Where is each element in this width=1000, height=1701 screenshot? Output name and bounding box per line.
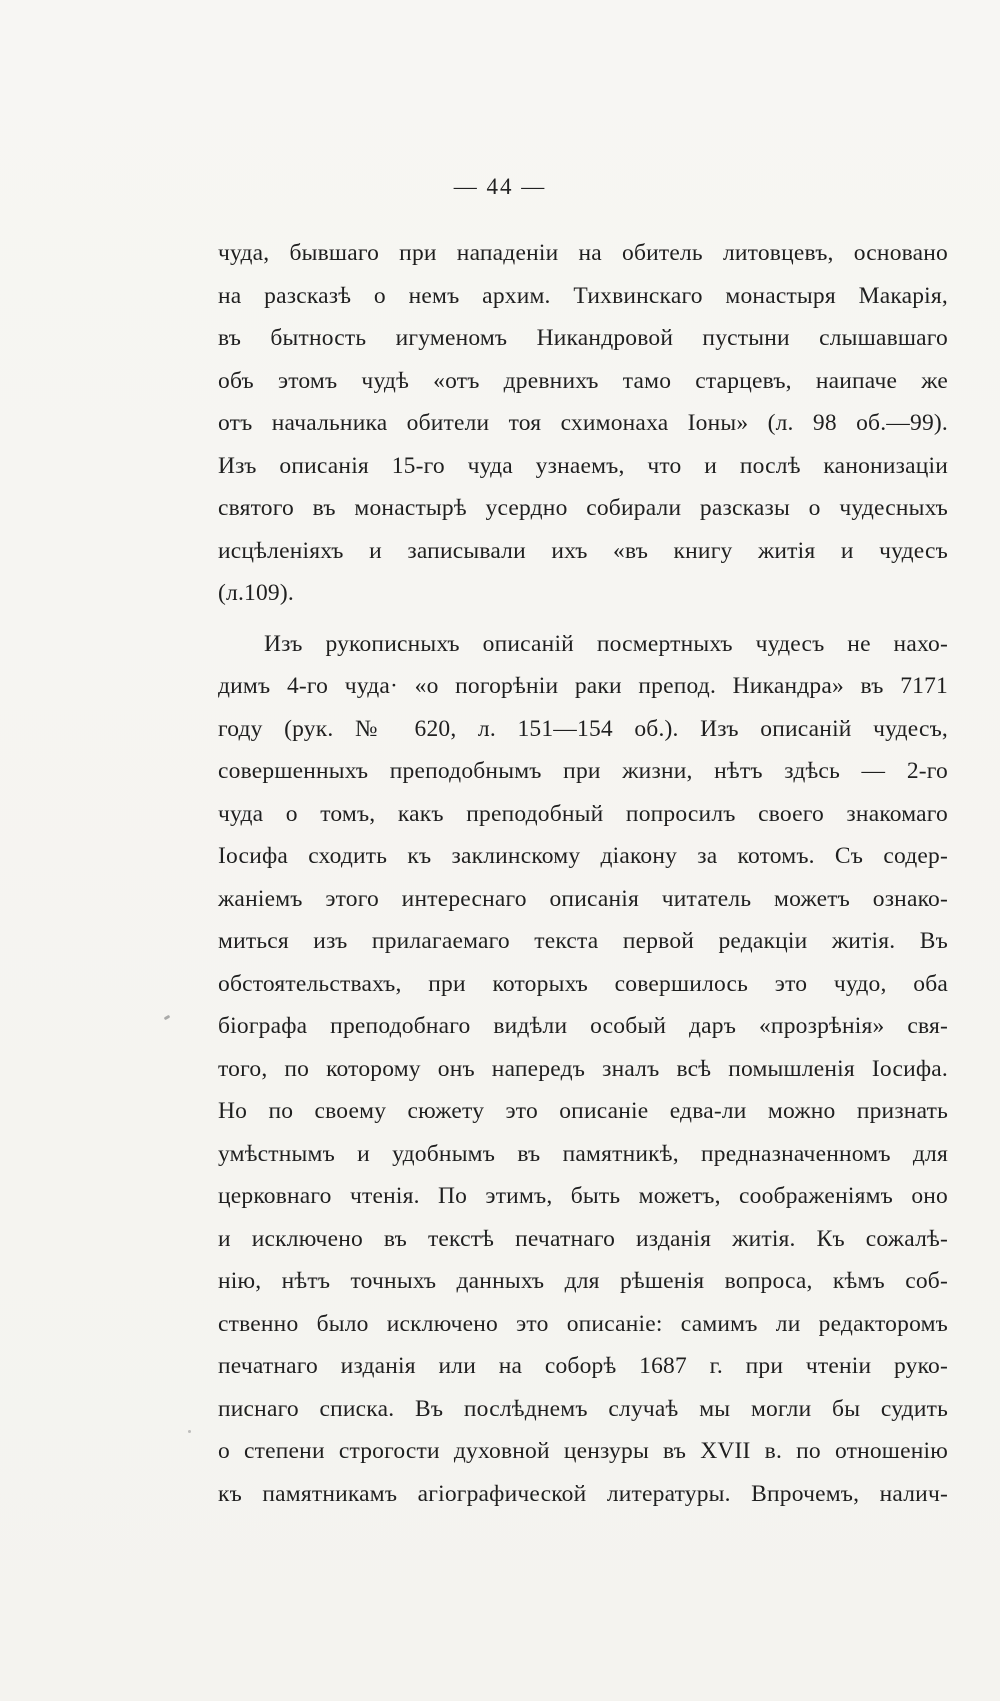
text-line: чуда о томъ, какъ преподобный попросилъ своего знакомаго <box>218 800 948 827</box>
paragraph-2 <box>218 623 948 1516</box>
text-line: (л.109). <box>218 580 294 606</box>
body-text <box>218 232 948 1515</box>
text-line: чуда, бывшаго при нападенiи на обитель литовцевъ, основано <box>218 240 948 266</box>
text-line: отъ начальника обители тоя схимонаха Iоны» (л. 98 об.—99). <box>218 410 948 436</box>
text-line: святого въ монастырѣ усердно собирали разсказы о чудесныхъ <box>218 495 948 521</box>
text-line: къ памятникамъ агiографической литературы. Впрочемъ, налич- <box>218 1480 948 1507</box>
text-line: умѣстнымъ и удобнымъ въ памятникѣ, предназначенномъ для <box>218 1140 948 1167</box>
paragraph-gap <box>218 615 948 623</box>
text-line: писнаго списка. Въ послѣднемъ случаѣ мы могли бы судить <box>218 1395 948 1422</box>
text-line: объ этомъ чудѣ «отъ древнихъ тамо старцевъ, наипаче же <box>218 367 948 394</box>
text-line: церковнаго чтенiя. По этимъ, быть можетъ, соображенiямъ оно <box>218 1183 948 1209</box>
text-line: Но по своему сюжету это описанiе едва-ли можно признать <box>218 1098 948 1124</box>
paragraph-1 <box>218 232 948 615</box>
text-line: на разсказѣ о немъ архим. Тихвинскаго монастыря Макарiя, <box>218 282 948 309</box>
text-line: обстоятельствахъ, при которыхъ совершилось это чудо, оба <box>218 970 948 997</box>
text-line: миться изъ прилагаемаго текста первой редакцiи житiя. Въ <box>218 928 948 954</box>
ink-speck <box>188 1430 191 1433</box>
text-line: димъ 4-го чуда· «о погорѣнiи раки препод. Никандра» въ 7171 <box>218 673 948 699</box>
text-line: Iосифа сходить къ заклинскому дiакону за котомъ. Съ содер- <box>218 843 948 869</box>
text-line: печатнаго изданiя или на соборѣ 1687 г. при чтенiи руко- <box>218 1353 948 1379</box>
text-line: того, по которому онъ напередъ зналъ всѣ помышленiя Iосифа. <box>218 1055 948 1082</box>
ink-speck <box>164 1015 171 1021</box>
text-line: совершенныхъ преподобнымъ при жизни, нѣтъ здѣсь — 2-го <box>218 758 948 784</box>
text-line: бiографа преподобнаго видѣли особый даръ «прозрѣнiя» свя- <box>218 1013 948 1039</box>
text-line: Изъ описанiя 15-го чуда узнаемъ, что и послѣ канонизацiи <box>218 452 948 479</box>
text-line: Изъ рукописныхъ описанiй посмертныхъ чудесъ не нахо- <box>264 630 948 657</box>
text-line: году (рук. № 620, л. 151—154 об.). Изъ описанiй чудесъ, <box>218 715 948 742</box>
text-line: нiю, нѣтъ точныхъ данныхъ для рѣшенiя вопроса, кѣмъ соб- <box>218 1268 948 1294</box>
page-number: — 44 — <box>453 174 547 199</box>
text-line: ственно было исключено это описанiе: самимъ ли редакторомъ <box>218 1310 948 1337</box>
text-line: и исключено въ текстѣ печатнаго изданiя житiя. Къ сожалѣ- <box>218 1225 948 1252</box>
text-line: жанiемъ этого интереснаго описанiя читатель можетъ ознако- <box>218 885 948 912</box>
text-line: въ бытность игуменомъ Никандровой пустыни слышавшаго <box>218 325 948 351</box>
text-line: исцѣленiяхъ и записывали ихъ «въ книгу житiя и чудесъ <box>218 537 948 564</box>
text-line: о степени строгости духовной цензуры въ XVII в. по отношенiю <box>218 1438 948 1464</box>
